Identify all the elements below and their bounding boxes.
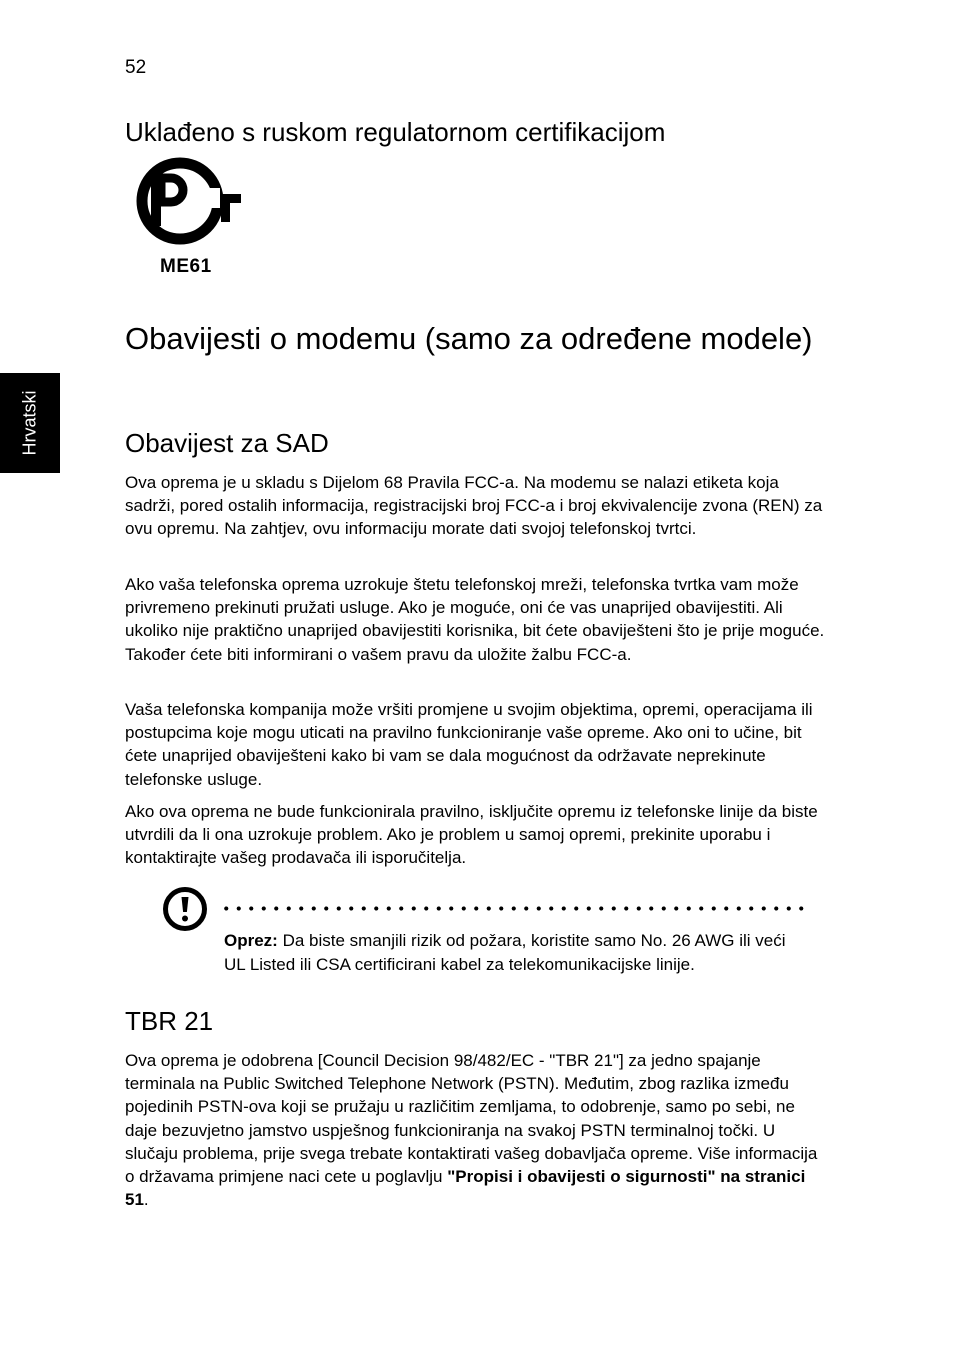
usa-paragraph-3: Vaša telefonska kompanija može vršiti promjene u svojim objektima, opremi, operacijama ili postupcima koje mogu uticati na pravilno funkcioniranje vaše opreme. Ako oni to učine, bit ćete unaprijed obaviješteni kako bi vam se dala mogućnost da održavate neprekinute telefonske usluge.	[125, 700, 813, 789]
main-title: Obavijesti o modemu (samo za određene modele)	[125, 321, 813, 356]
tbr21-text-end: .	[143, 1190, 149, 1210]
pct-certification-logo	[135, 156, 245, 246]
caution-note	[224, 929, 809, 976]
caution-divider	[220, 906, 805, 911]
caution-icon	[162, 886, 208, 932]
tbr21-heading: TBR 21	[125, 1006, 214, 1036]
usa-paragraph-2: Ako vaša telefonska oprema uzrokuje štetu telefonskoj mreži, telefonska tvrtka vam može privremeno prekinuti pružati usluge. Ako je moguće, oni će vas unaprijed obavijestiti. Ali ukoliko nije praktično unaprijed obavijestiti korisnika, bit ćete obaviješteni što je prije moguće. Također ćete biti informirani o vašem pravu da uložite žalbu FCC-a.	[125, 575, 825, 664]
usa-paragraph-4: Ako ova oprema ne bude funkcionirala pravilno, isključite opremu iz telefonske linije da biste utvrdili da li ona uzrokuje problem. Ako je problem u samoj opremi, prekinite uporabu i kontaktirajte vašeg prodavača ili isporučitelja.	[125, 802, 818, 868]
usa-paragraph-1: Ova oprema je u skladu s Dijelom 68 Pravila FCC-a. Na modemu se nalazi etiketa koja sadrži, pored ostalih informacija, registracijski broj FCC-a i broj ekvivalencije zvona (REN) za ovu opremu. Na zahtjev, ovu informaciju morate dati svojoj telefonskoj tvrtci.	[125, 473, 823, 539]
caution-text: Da biste smanjili rizik od požara, koristite samo No. 26 AWG ili veći UL Listed ili CSA certificirani kabel za telekomunikacijske linije.	[224, 931, 786, 974]
caution-label: Oprez:	[224, 931, 278, 950]
page-number: 52	[125, 57, 147, 78]
certification-code: ME61	[160, 256, 212, 277]
tbr21-paragraph	[125, 1049, 825, 1211]
tbr21-text: Ova oprema je odobrena [Council Decision 98/482/EC - "TBR 21"] za jedno spajanje terminala na Public Switched Telephone Network (PSTN). Međutim, zbog razlika između pojedinih PSTN-ova koji se pružaju u različitim zemljama, to odobrenje, samo po sebi, ne daje bezuvjetno jamstvo uspješnog funkcioniranja na svakoj PSTN terminalnoj točki. U slučaju problema, prije svega trebate kontaktirati vašeg dobavljača opreme. Više informacija o državama primjene naci cete u poglavlju	[125, 1051, 818, 1187]
safety-section-reference: "Propisi i obavijesti o sigurnosti" na stranici 51	[125, 1167, 806, 1210]
usa-notice-heading: Obavijest za SAD	[125, 428, 329, 458]
language-side-tab	[0, 373, 60, 473]
side-tab-label: Hrvatski	[19, 390, 40, 456]
certification-heading: Uklađeno s ruskom regulatornom certifikacijom	[125, 117, 666, 147]
